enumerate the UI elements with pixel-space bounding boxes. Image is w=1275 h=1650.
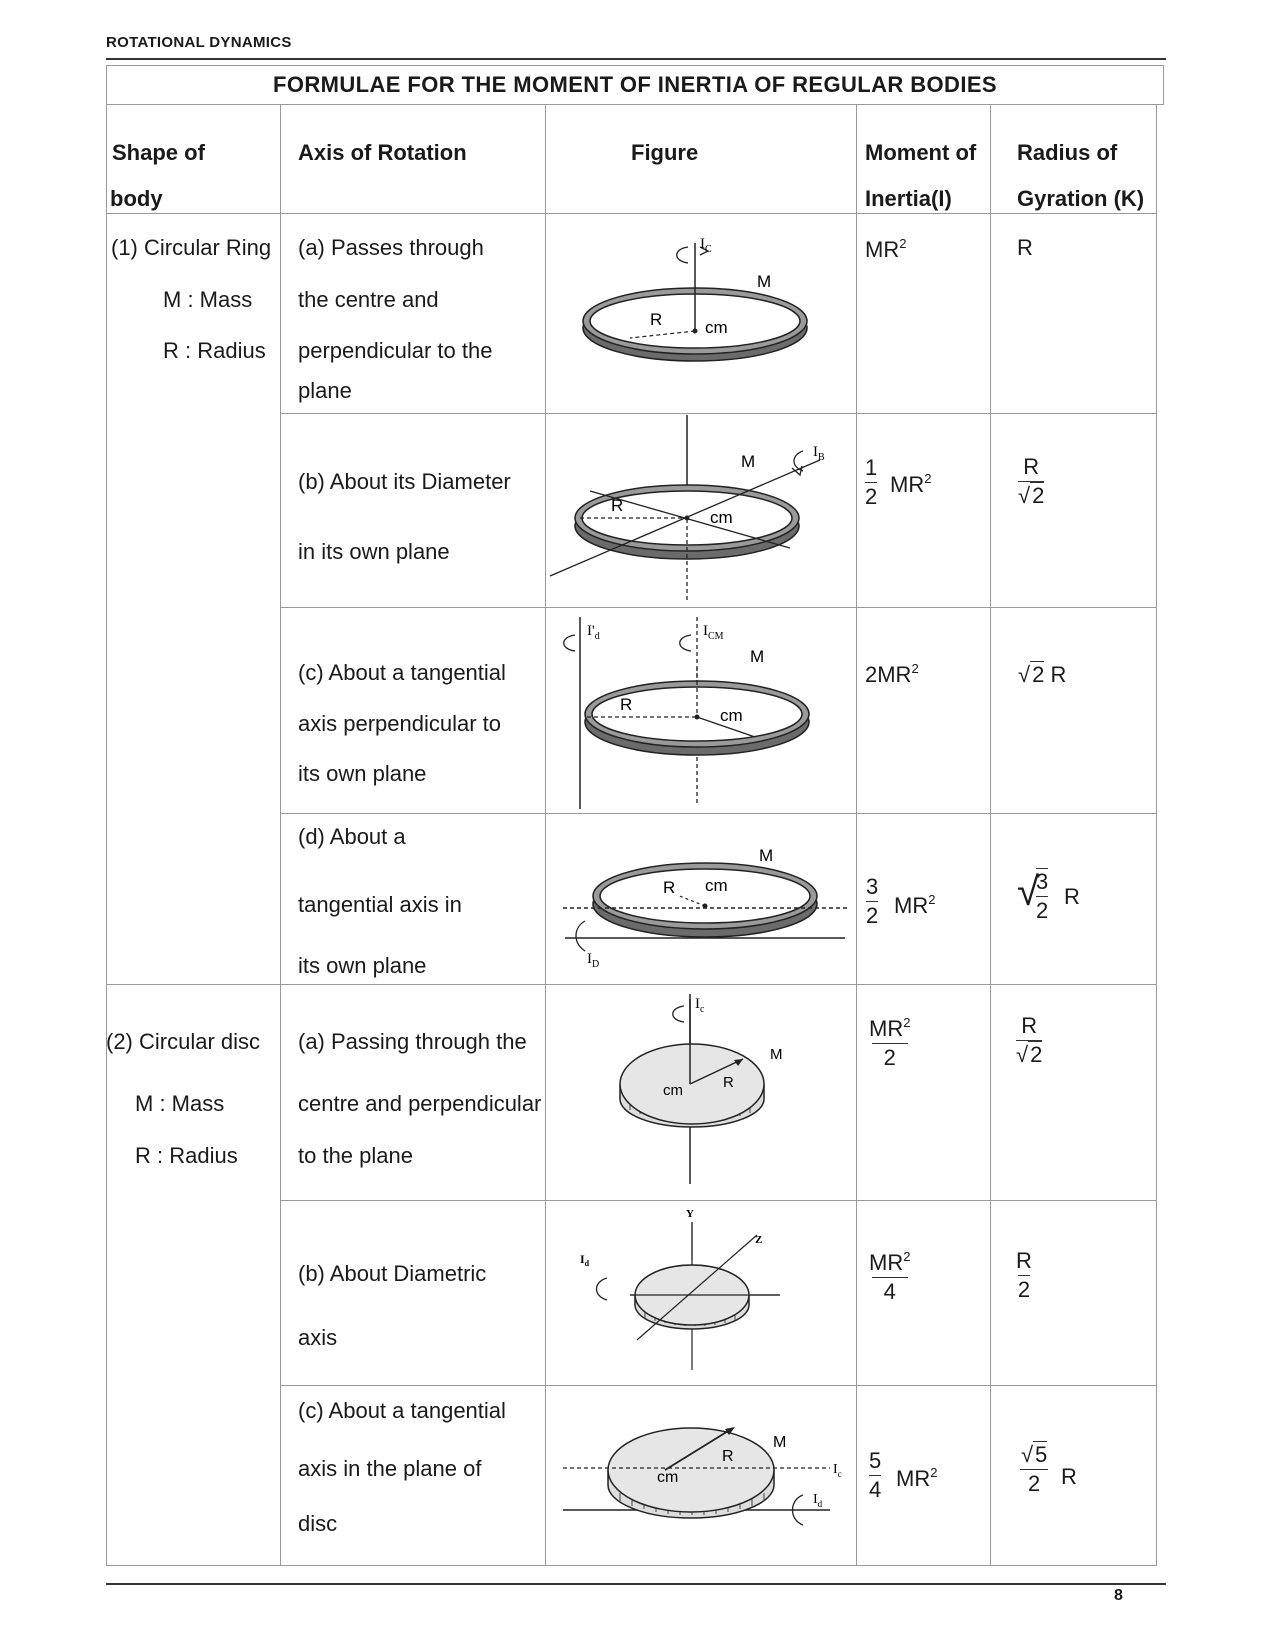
header-axis: Axis of Rotation: [298, 140, 467, 165]
disc-b-figure: [545, 1200, 856, 1385]
ring-a-moment: $MR^2$: [865, 236, 907, 262]
disc-c-fig-axis2-label: $I_d$: [813, 1492, 823, 1509]
disc-b-fig-axis-label: $I_d$: [580, 1252, 590, 1268]
disc-c-figure: [545, 1385, 856, 1565]
disc-b-moment: $\frac{MR^2}{4}$: [869, 1249, 911, 1304]
col-divider-radius: [990, 104, 991, 1566]
disc-radius-label: R : Radius: [135, 1143, 238, 1168]
ring-a-axis-line4: plane: [298, 378, 352, 403]
ring-radius-label: R : Radius: [163, 338, 266, 363]
ring-c-axis-line1: (c) About a tangential: [298, 660, 506, 685]
disc-a-axis-line1: (a) Passing through the: [298, 1029, 527, 1054]
ring-shape-name: (1) Circular Ring: [111, 235, 272, 260]
disc-c-moment: $MR^2$: [896, 1465, 938, 1491]
ring-c-fig-axis2-label: $I_{CM}$: [703, 623, 724, 642]
disc-a-axis-line3: to the plane: [298, 1143, 413, 1168]
ring-d-axis-line1: (d) About a: [298, 824, 406, 849]
ring-c-fig-mass-label: M: [750, 647, 765, 666]
ring-b-fig-cm-label: cm: [710, 508, 733, 527]
ring-c-fig-axis1-label: $I'_d$: [587, 623, 600, 642]
ring-d-axis-line3: its own plane: [298, 953, 427, 978]
header-moment-line1: Moment of: [865, 140, 977, 165]
disc-a-k: $\frac{R}{√2}$: [1016, 1013, 1043, 1067]
ring-a-fig-cm-label: cm: [705, 318, 728, 337]
ring-b-k: $\frac{R}{√2}$: [1018, 454, 1045, 508]
disc-b-axis-line2: axis: [298, 1325, 338, 1350]
disc-a-fig-cm-label: cm: [663, 1082, 683, 1099]
disc-mass-label: M : Mass: [135, 1091, 225, 1116]
header-rule: [106, 58, 1166, 60]
disc-a-moment: $\frac{MR^2}{2}$: [869, 1015, 911, 1070]
disc-c-k-r: R: [1061, 1464, 1077, 1489]
ring-d-k-r: R: [1064, 884, 1080, 909]
header-radius-line1: Radius of: [1017, 140, 1118, 165]
col-divider-axis: [280, 104, 281, 1566]
page-header: ROTATIONAL DYNAMICS: [106, 34, 292, 51]
ring-b-figure: [545, 413, 856, 607]
ring-d-fig-mass-label: M: [759, 846, 774, 865]
header-moment-line2: Inertia(I): [865, 186, 952, 211]
disc-a-fig-axis-label: $I_c$: [695, 996, 705, 1015]
ring-d-figure: [545, 813, 856, 984]
col-divider-moment: [856, 104, 857, 1566]
disc-c-fig-cm-label: cm: [657, 1469, 679, 1486]
ring-b-moment-fraction: $\frac{1}{2}$: [865, 455, 878, 509]
header-radius-line2: Gyration (K): [1017, 186, 1145, 211]
ring-d-fig-radius-label: R: [663, 878, 676, 897]
ring-a-fig-radius-label: R: [650, 310, 663, 329]
table-border-left: [106, 104, 107, 1566]
ring-a-axis-line3: perpendicular to the: [298, 338, 493, 363]
footer-rule: [106, 1583, 1166, 1585]
page-number: 8: [1114, 1587, 1123, 1604]
disc-c-fig-axis1-label: $I_c$: [833, 1462, 842, 1479]
ring-d-moment-fraction: $\frac{3}{2}$: [866, 874, 879, 928]
ring-a-figure: [545, 213, 856, 413]
disc-b-fig-y-label: Y: [686, 1208, 694, 1220]
disc-c-fig-mass-label: M: [773, 1434, 787, 1451]
ring-d-k-fraction: $\frac{3}{2}$: [1036, 869, 1049, 923]
table-border-bottom: [106, 1565, 1157, 1566]
ring-a-axis-line2: the centre and: [298, 287, 439, 312]
ring-c-k: √2 R: [1018, 662, 1067, 687]
disc-c-axis-line1: (c) About a tangential: [298, 1398, 506, 1423]
ring-a-fig-mass-label: M: [757, 272, 772, 291]
disc-c-fig-radius-label: R: [722, 1448, 734, 1465]
ring-b-fig-radius-label: R: [611, 496, 624, 515]
disc-c-moment-fraction: $\frac{5}{4}$: [869, 1448, 882, 1502]
disc-b-k: $\frac{R}{2}$: [1016, 1248, 1032, 1302]
ring-d-k-radical: √: [1017, 870, 1039, 914]
ring-b-axis-line2: in its own plane: [298, 539, 450, 564]
ring-c-axis-line2: axis perpendicular to: [298, 711, 502, 736]
ring-c-moment: $2MR^2$: [865, 661, 919, 687]
disc-shape-name: (2) Circular disc: [106, 1029, 261, 1054]
ring-a-k: R: [1017, 235, 1033, 260]
ring-a-fig-axis-label: $I_C$: [700, 236, 712, 255]
ring-d-moment: $MR^2$: [894, 892, 936, 918]
disc-a-figure: [545, 984, 856, 1200]
ring-b-fig-axis-label: $I_B$: [813, 444, 825, 463]
disc-a-fig-mass-label: M: [770, 1046, 783, 1063]
table-border-right: [1156, 104, 1157, 1566]
ring-d-fig-cm-label: cm: [705, 876, 728, 895]
ring-b-axis-line1: (b) About its Diameter: [298, 469, 511, 494]
ring-a-axis-line1: (a) Passes through: [298, 235, 484, 260]
disc-b-axis-line1: (b) About Diametric: [298, 1261, 487, 1286]
table-title: FORMULAE FOR THE MOMENT OF INERTIA OF REGULAR BODIES: [106, 65, 1164, 105]
disc-c-axis-line2: axis in the plane of: [298, 1456, 482, 1481]
ring-mass-label: M : Mass: [163, 287, 253, 312]
ring-b-fig-mass-label: M: [741, 452, 756, 471]
header-shape-line2: body: [110, 186, 163, 211]
ring-c-figure: [545, 607, 856, 813]
ring-d-axis-line2: tangential axis in: [298, 892, 462, 917]
ring-b-moment: $MR^2$: [890, 471, 932, 497]
disc-a-axis-line2: centre and perpendicular: [298, 1091, 542, 1116]
ring-c-fig-cm-label: cm: [720, 706, 743, 725]
header-shape-line1: Shape of: [112, 140, 205, 165]
disc-b-fig-z-label: Z: [755, 1234, 763, 1246]
header-figure: Figure: [631, 140, 699, 165]
disc-c-axis-line3: disc: [298, 1511, 338, 1536]
ring-c-fig-radius-label: R: [620, 695, 633, 714]
disc-c-k-fraction: $\frac{√5}{2}$: [1020, 1442, 1048, 1496]
ring-d-fig-axis-label: $I_D$: [587, 951, 600, 970]
disc-a-fig-radius-label: R: [723, 1074, 734, 1091]
ring-c-axis-line3: its own plane: [298, 761, 427, 786]
